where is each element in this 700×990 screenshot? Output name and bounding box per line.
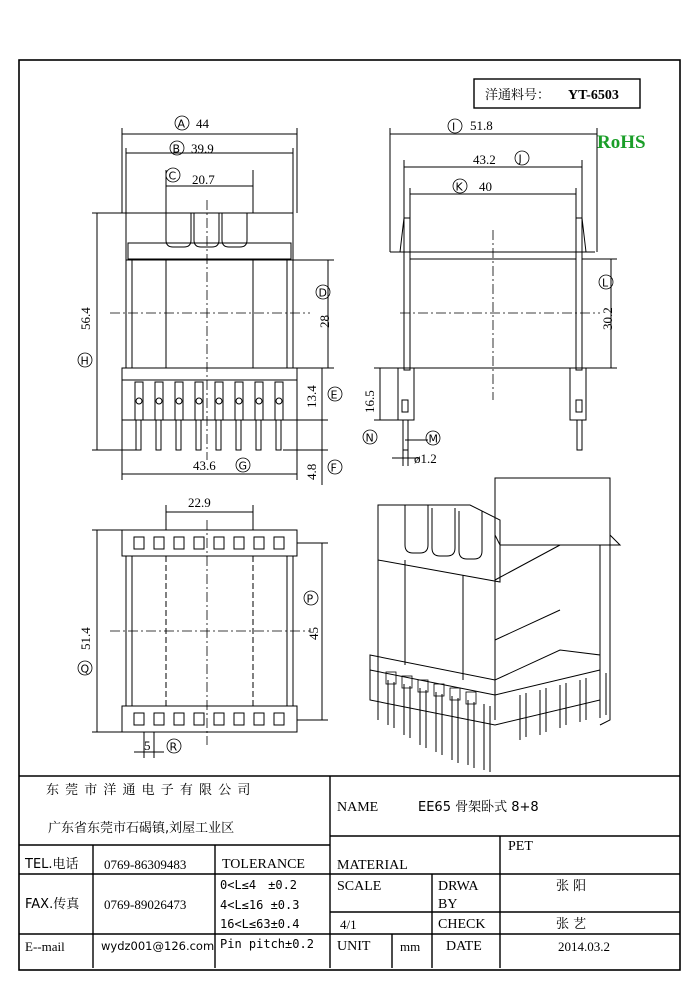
dim-value-F: 4.8: [304, 463, 319, 480]
dim-value-Q: 51.4: [78, 627, 93, 650]
tel-label: TEL.电话: [25, 857, 79, 872]
dim-value-K: 40: [479, 179, 492, 194]
dim-letter-E: E: [330, 388, 338, 402]
dim-value-L: 30.2: [600, 307, 615, 330]
dim-letter-D: D: [318, 286, 327, 300]
tolerance-label: TOLERANCE: [222, 857, 305, 872]
dim-letter-L: L: [602, 276, 609, 290]
fax-label: FAX.传真: [25, 897, 80, 912]
part-number-value: YT-6503: [568, 88, 619, 103]
dim-letter-A: A: [177, 117, 186, 131]
email-label: E--mail: [25, 939, 65, 954]
email-value: wydz001@126.com: [101, 939, 215, 953]
bottom-view: [92, 505, 328, 758]
rohs-mark: RoHS: [597, 132, 646, 153]
date-label: DATE: [446, 939, 482, 954]
dim-value-H: 56.4: [78, 307, 93, 330]
dim-letter-N: N: [365, 431, 374, 445]
unit-label: UNIT: [337, 939, 371, 954]
side-view: [374, 128, 617, 466]
dim-letter-K: K: [455, 180, 463, 194]
dim-letter-J: J: [518, 152, 522, 166]
dim-letter-B: B: [172, 142, 181, 156]
tel-value: 0769-86309483: [104, 857, 187, 872]
dim-letter-F: F: [330, 461, 337, 475]
tolerance-line-4: Pin pitch±0.2: [220, 937, 314, 951]
company-name: 东 莞 市 洋 通 电 子 有 限 公 司: [46, 783, 252, 798]
dim-value-M: ø1.2: [414, 451, 437, 466]
date-value: 2014.03.2: [558, 939, 610, 954]
check-value: 张 艺: [556, 917, 587, 932]
material-label: MATERIAL: [337, 858, 408, 873]
dim-letter-G: G: [238, 459, 248, 473]
dim-value-D: 28: [317, 315, 332, 328]
dim-letter-M: M: [428, 432, 438, 446]
drawn-by-value: 张 阳: [556, 879, 587, 894]
name-value: EE65 骨架卧式 8+8: [418, 800, 539, 815]
dim-letter-I: I: [452, 120, 456, 134]
company-address: 广东省东莞市石碣镇,刘屋工业区: [48, 821, 235, 836]
dim-letter-Q: Q: [80, 662, 90, 676]
scale-label: SCALE: [337, 879, 382, 894]
name-label: NAME: [337, 800, 379, 815]
fax-value: 0769-89026473: [104, 897, 187, 912]
dim-value-J: 43.2: [473, 152, 496, 167]
part-number-label: 洋通料号：: [485, 87, 551, 102]
unit-value: mm: [400, 939, 421, 954]
dim-value-B: 39.9: [191, 141, 214, 156]
tolerance-line-3: 16<L≤63±0.4: [220, 917, 300, 931]
check-label: CHECK: [438, 917, 486, 932]
material-value: PET: [508, 839, 533, 854]
dim-letter-P: P: [306, 592, 314, 606]
dim-value-O: 22.9: [188, 495, 211, 510]
dim-value-P: 45: [306, 627, 321, 640]
drawn-label-1: DRWA: [438, 879, 479, 894]
dim-value-C: 20.7: [192, 172, 215, 187]
dim-value-I: 51.8: [470, 118, 493, 133]
drawn-label-2: BY: [438, 897, 458, 912]
dim-value-E: 13.4: [304, 385, 319, 408]
dim-letter-R: R: [169, 740, 178, 754]
dim-value-R: 5: [144, 738, 151, 753]
dim-value-G: 43.6: [193, 458, 216, 473]
dim-letter-C: C: [168, 169, 177, 183]
tolerance-line-1: 0<L≤4 ±0.2: [220, 878, 298, 892]
isometric-view: [370, 478, 620, 772]
dim-value-N: 16.5: [362, 390, 377, 413]
dim-value-A: 44: [196, 116, 209, 131]
scale-value: 4/1: [340, 917, 357, 932]
tolerance-line-2: 4<L≤16 ±0.3: [220, 898, 300, 912]
dim-letter-H: H: [80, 354, 89, 368]
